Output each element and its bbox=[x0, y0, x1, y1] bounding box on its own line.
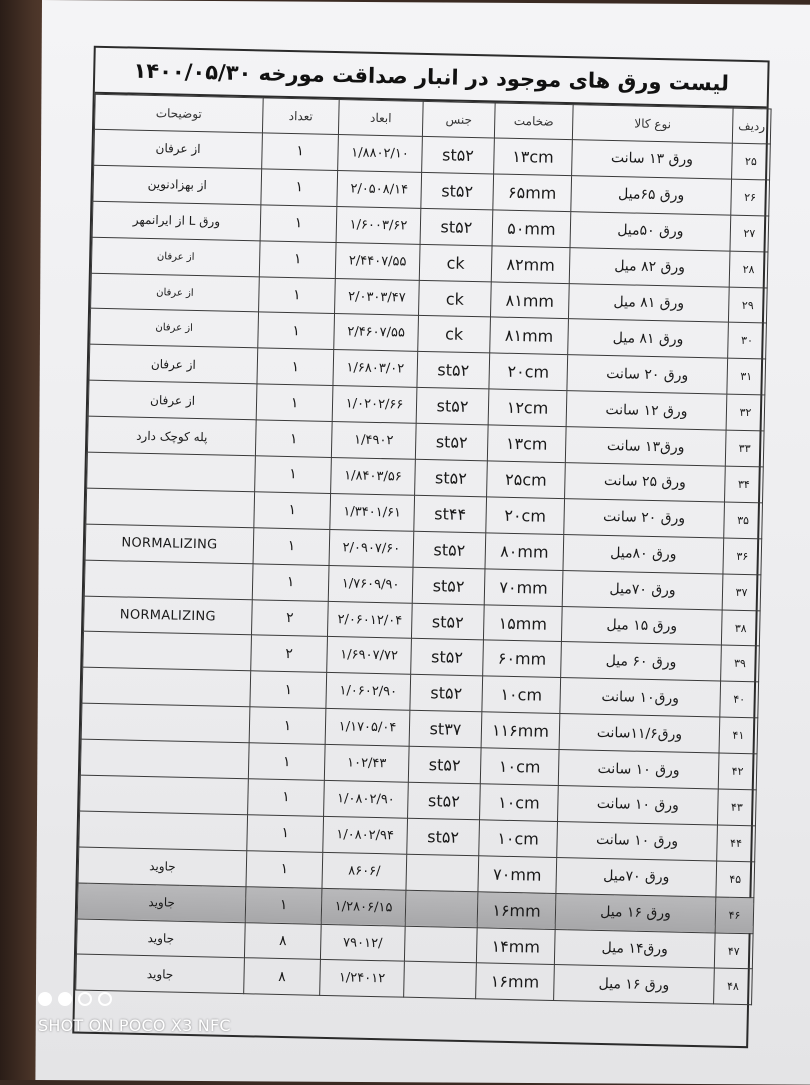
cell-count: ۱ bbox=[246, 851, 323, 889]
cell-notes: از بهزادنوین bbox=[93, 165, 262, 205]
cell-type: ورق ۶۰ میل bbox=[561, 642, 722, 681]
cell-thickness: ۸۱mm bbox=[490, 281, 569, 319]
watermark-dot-icon bbox=[98, 992, 112, 1006]
cell-count: ۱ bbox=[258, 312, 335, 350]
cell-notes bbox=[87, 452, 256, 492]
watermark-dot-icon bbox=[58, 992, 72, 1006]
cell-dimensions: ۲/۰۶۰۱۲/۰۴ bbox=[327, 601, 412, 639]
cell-notes: پله کوچک دارد bbox=[87, 416, 256, 456]
cell-row-number: ۳۲ bbox=[726, 394, 765, 431]
cell-dimensions: ۱/۴۹۰۲ bbox=[331, 422, 416, 460]
cell-type: ورق ۱۰ سانت bbox=[557, 821, 718, 860]
cell-notes: جاوید bbox=[78, 847, 247, 887]
cell-count: ۱ bbox=[255, 420, 332, 458]
cell-count: ۱ bbox=[261, 169, 338, 207]
cell-material: st۵۲ bbox=[415, 459, 488, 496]
cell-material: ck bbox=[418, 316, 491, 353]
cell-material: st۳۷ bbox=[409, 711, 482, 748]
cell-notes bbox=[82, 667, 251, 707]
cell-thickness: ۸۰mm bbox=[485, 533, 564, 571]
cell-row-number: ۳۷ bbox=[722, 574, 761, 611]
cell-count: ۱ bbox=[249, 707, 326, 745]
cell-material: st۵۲ bbox=[420, 208, 493, 245]
cell-count: ۱ bbox=[254, 492, 331, 530]
cell-notes bbox=[80, 739, 249, 779]
cell-row-number: ۲۹ bbox=[728, 287, 767, 324]
cell-count: ۱ bbox=[247, 815, 324, 853]
cell-count: ۲ bbox=[251, 635, 328, 673]
cell-row-number: ۳۹ bbox=[721, 646, 760, 683]
cell-material: st۵۲ bbox=[412, 567, 485, 604]
cell-count: ۱ bbox=[248, 779, 325, 817]
cell-row-number: ۳۴ bbox=[725, 466, 764, 503]
cell-thickness: ۱۶mm bbox=[477, 891, 556, 929]
cell-count: ۱ bbox=[255, 456, 332, 494]
cell-type: ورق ۱۶ میل bbox=[554, 965, 715, 1004]
cell-thickness: ۱۳cm bbox=[487, 425, 566, 463]
cell-dimensions: ۱۰۲/۴۳ bbox=[324, 745, 409, 783]
cell-thickness: ۵۰mm bbox=[492, 210, 571, 248]
cell-notes: جاوید bbox=[76, 955, 245, 995]
cell-dimensions: ۲/۰۵۰۸/۱۴ bbox=[337, 170, 422, 208]
cell-dimensions: /۸۶۰۶ bbox=[322, 852, 407, 890]
cell-type: ورق ۱۵ میل bbox=[561, 606, 722, 645]
cell-type: ورق ۱۶ میل bbox=[555, 893, 716, 932]
cell-material: st۵۲ bbox=[408, 782, 481, 819]
cell-row-number: ۳۸ bbox=[721, 610, 760, 647]
cell-dimensions: ۱/۰۸۰۲/۹۰ bbox=[324, 780, 409, 818]
cell-material: ck bbox=[419, 244, 492, 281]
cell-thickness: ۱۵mm bbox=[483, 604, 562, 642]
cell-type: ورق ۲۰ سانت bbox=[567, 355, 728, 394]
cell-dimensions: ۱/۸۸۰۲/۱۰ bbox=[338, 135, 423, 173]
cell-dimensions: /۷۹۰۱۲ bbox=[320, 924, 405, 962]
cell-type: ورق ۱۲ سانت bbox=[566, 391, 727, 430]
cell-row-number: ۲۵ bbox=[732, 143, 771, 180]
cell-row-number: ۴۷ bbox=[714, 933, 753, 970]
cell-thickness: ۱۳cm bbox=[494, 138, 573, 176]
cell-dimensions: ۱/۱۷۰۵/۰۴ bbox=[325, 709, 410, 747]
cell-type: ورق ۷۰میل bbox=[556, 857, 717, 896]
cell-row-number: ۴۳ bbox=[717, 789, 756, 826]
cell-row-number: ۴۲ bbox=[718, 753, 757, 790]
cell-material: st۵۲ bbox=[421, 172, 494, 209]
cell-thickness: ۲۵cm bbox=[487, 461, 566, 499]
header-material: جنس bbox=[422, 101, 495, 138]
cell-material: st۵۲ bbox=[408, 746, 481, 783]
cell-row-number: ۴۰ bbox=[720, 681, 759, 718]
cell-thickness: ۱۶mm bbox=[476, 963, 555, 1001]
cell-thickness: ۱۲cm bbox=[488, 389, 567, 427]
cell-thickness: ۲۰cm bbox=[486, 497, 565, 535]
cell-type: ورق ۲۵ سانت bbox=[565, 463, 726, 502]
watermark-dots bbox=[38, 990, 231, 1008]
cell-notes: جاوید bbox=[76, 919, 245, 959]
cell-row-number: ۳۶ bbox=[723, 538, 762, 575]
cell-dimensions: ۱/۶۰۰۳/۶۲ bbox=[336, 206, 421, 244]
cell-count: ۱ bbox=[253, 528, 330, 566]
cell-material: st۵۲ bbox=[410, 675, 483, 712]
cell-notes: از عرفان bbox=[89, 345, 258, 385]
cell-row-number: ۳۰ bbox=[728, 323, 767, 360]
cell-count: ۸ bbox=[244, 958, 321, 996]
document-title: لیست ورق های موجود در انبار صداقت مورخه ۱۴۰۰/۰۵/۳۰ bbox=[95, 48, 768, 109]
cell-dimensions: ۲/۴۴۰۷/۵۵ bbox=[335, 242, 420, 280]
cell-thickness: ۶۵mm bbox=[493, 174, 572, 212]
cell-thickness: ۱۴mm bbox=[476, 927, 555, 965]
cell-count: ۱ bbox=[260, 205, 337, 243]
cell-row-number: ۲۸ bbox=[729, 251, 768, 288]
cell-thickness: ۷۰mm bbox=[484, 569, 563, 607]
camera-watermark bbox=[38, 990, 231, 1035]
cell-dimensions: ۱/۳۴۰۱/۶۱ bbox=[330, 493, 415, 531]
cell-dimensions: ۱/۸۴۰۳/۵۶ bbox=[331, 457, 416, 495]
cell-thickness: ۱۰cm bbox=[479, 820, 558, 858]
cell-dimensions: ۱/۲۸۰۶/۱۵ bbox=[321, 888, 406, 926]
cell-material bbox=[404, 962, 477, 999]
cell-dimensions: ۲/۰۳۰۳/۴۷ bbox=[335, 278, 420, 316]
cell-notes bbox=[81, 703, 250, 743]
cell-row-number: ۳۱ bbox=[727, 358, 766, 395]
cell-notes: NORMALIZING bbox=[84, 596, 253, 636]
cell-thickness: ۷۰mm bbox=[478, 856, 557, 894]
cell-notes: از عرفان bbox=[94, 129, 263, 169]
cell-material: st۴۴ bbox=[414, 495, 487, 532]
cell-count: ۱ bbox=[248, 743, 325, 781]
cell-material: st۵۲ bbox=[416, 388, 489, 425]
cell-count: ۱ bbox=[256, 384, 333, 422]
cell-row-number: ۴۶ bbox=[715, 897, 754, 934]
cell-type: ورق ۱۰ سانت bbox=[557, 786, 718, 825]
cell-count: ۲ bbox=[251, 599, 328, 637]
cell-row-number: ۲۶ bbox=[731, 179, 770, 216]
cell-notes: از عرفان bbox=[90, 309, 259, 349]
cell-type: ورق ۸۱ میل bbox=[568, 283, 729, 322]
cell-count: ۱ bbox=[250, 671, 327, 709]
cell-thickness: ۱۰cm bbox=[482, 676, 561, 714]
header-type: نوع کالا bbox=[572, 105, 733, 143]
cell-thickness: ۱۱۶mm bbox=[481, 712, 560, 750]
cell-dimensions: ۲/۰۹۰۷/۶۰ bbox=[329, 529, 414, 567]
cell-material: st۵۲ bbox=[411, 639, 484, 676]
header-notes: توضیحات bbox=[94, 94, 263, 133]
cell-row-number: ۳۵ bbox=[724, 502, 763, 539]
watermark-dot-icon bbox=[78, 992, 92, 1006]
cell-count: ۱ bbox=[252, 563, 329, 601]
watermark-dot-icon bbox=[38, 992, 52, 1006]
cell-material bbox=[404, 926, 477, 963]
cell-count: ۱ bbox=[259, 276, 336, 314]
cell-thickness: ۶۰mm bbox=[483, 640, 562, 678]
cell-count: ۱ bbox=[245, 886, 322, 924]
cell-type: ورق ۷۰میل bbox=[562, 570, 723, 609]
cell-row-number: ۴۴ bbox=[717, 825, 756, 862]
cell-row-number: ۴۱ bbox=[719, 717, 758, 754]
inventory-table-frame bbox=[72, 46, 769, 1049]
cell-dimensions: ۲/۴۶۰۷/۵۵ bbox=[334, 314, 419, 352]
cell-notes: از عرفان bbox=[88, 380, 257, 420]
cell-material bbox=[406, 854, 479, 891]
cell-thickness: ۸۲mm bbox=[491, 246, 570, 284]
watermark-text: SHOT ON POCO X3 NFC bbox=[38, 1016, 231, 1035]
cell-material: ck bbox=[418, 280, 491, 317]
cell-type: ورق ۸۱ میل bbox=[568, 319, 729, 358]
cell-notes: جاوید bbox=[77, 883, 246, 923]
cell-notes: ورق L از ایرانمهر bbox=[92, 201, 261, 241]
cell-material: st۵۲ bbox=[411, 603, 484, 640]
cell-count: ۱ bbox=[257, 348, 334, 386]
cell-count: ۱ bbox=[262, 133, 339, 171]
inventory-table bbox=[75, 94, 771, 1006]
cell-type: ورق ۸۰میل bbox=[563, 534, 724, 573]
cell-notes bbox=[80, 775, 249, 815]
cell-count: ۸ bbox=[244, 922, 321, 960]
cell-dimensions: ۱/۷۶۰۹/۹۰ bbox=[328, 565, 413, 603]
header-dimensions: ابعاد bbox=[338, 100, 423, 137]
cell-type: ورق ۶۵میل bbox=[571, 176, 732, 215]
header-thickness: ضخامت bbox=[494, 103, 573, 140]
cell-type: ورق ۱۰ سانت bbox=[558, 750, 719, 789]
header-row-number: ردیف bbox=[732, 108, 771, 144]
cell-dimensions: ۱/۲۴۰۱۲ bbox=[320, 960, 405, 998]
cell-notes: NORMALIZING bbox=[85, 524, 254, 564]
cell-dimensions: ۱/۶۹۰۷/۷۲ bbox=[327, 637, 412, 675]
cell-count: ۱ bbox=[259, 241, 336, 279]
cell-dimensions: ۱/۰۲۰۲/۶۶ bbox=[332, 386, 417, 424]
cell-dimensions: ۱/۶۸۰۳/۰۲ bbox=[333, 350, 418, 388]
cell-notes bbox=[84, 560, 253, 600]
cell-thickness: ۱۰cm bbox=[480, 784, 559, 822]
cell-dimensions: ۱/۰۶۰۲/۹۰ bbox=[326, 673, 411, 711]
cell-type: ورق۱۰ سانت bbox=[560, 678, 721, 717]
cell-row-number: ۴۵ bbox=[716, 861, 755, 898]
cell-material: st۵۲ bbox=[407, 818, 480, 855]
cell-type: ورق ۲۰ سانت bbox=[564, 498, 725, 537]
header-count: تعداد bbox=[262, 98, 339, 135]
cell-notes: از عرفان bbox=[91, 237, 260, 277]
paper-sheet bbox=[35, 0, 810, 1085]
cell-type: ورق۱۴ میل bbox=[554, 929, 715, 968]
cell-row-number: ۴۸ bbox=[714, 968, 753, 1005]
cell-thickness: ۱۰cm bbox=[480, 748, 559, 786]
cell-material bbox=[405, 890, 478, 927]
cell-thickness: ۲۰cm bbox=[489, 353, 568, 391]
cell-notes bbox=[86, 488, 255, 528]
cell-type: ورق ۵۰میل bbox=[570, 211, 731, 250]
cell-type: ورق۱۳ سانت bbox=[565, 427, 726, 466]
cell-dimensions: ۱/۰۸۰۲/۹۴ bbox=[323, 816, 408, 854]
cell-type: ورق ۱۳ سانت bbox=[572, 140, 733, 179]
cell-notes bbox=[83, 632, 252, 672]
cell-row-number: ۳۳ bbox=[725, 430, 764, 467]
cell-row-number: ۲۷ bbox=[730, 215, 769, 252]
cell-notes: از عرفان bbox=[91, 273, 260, 313]
cell-type: ورق ۸۲ میل bbox=[569, 247, 730, 286]
cell-material: st۵۲ bbox=[422, 136, 495, 173]
cell-material: st۵۲ bbox=[415, 423, 488, 460]
cell-material: st۵۲ bbox=[413, 531, 486, 568]
cell-thickness: ۸۱mm bbox=[490, 317, 569, 355]
cell-type: ورق۱۱/۶سانت bbox=[559, 714, 720, 753]
cell-notes bbox=[79, 811, 248, 851]
cell-material: st۵۲ bbox=[417, 352, 490, 389]
